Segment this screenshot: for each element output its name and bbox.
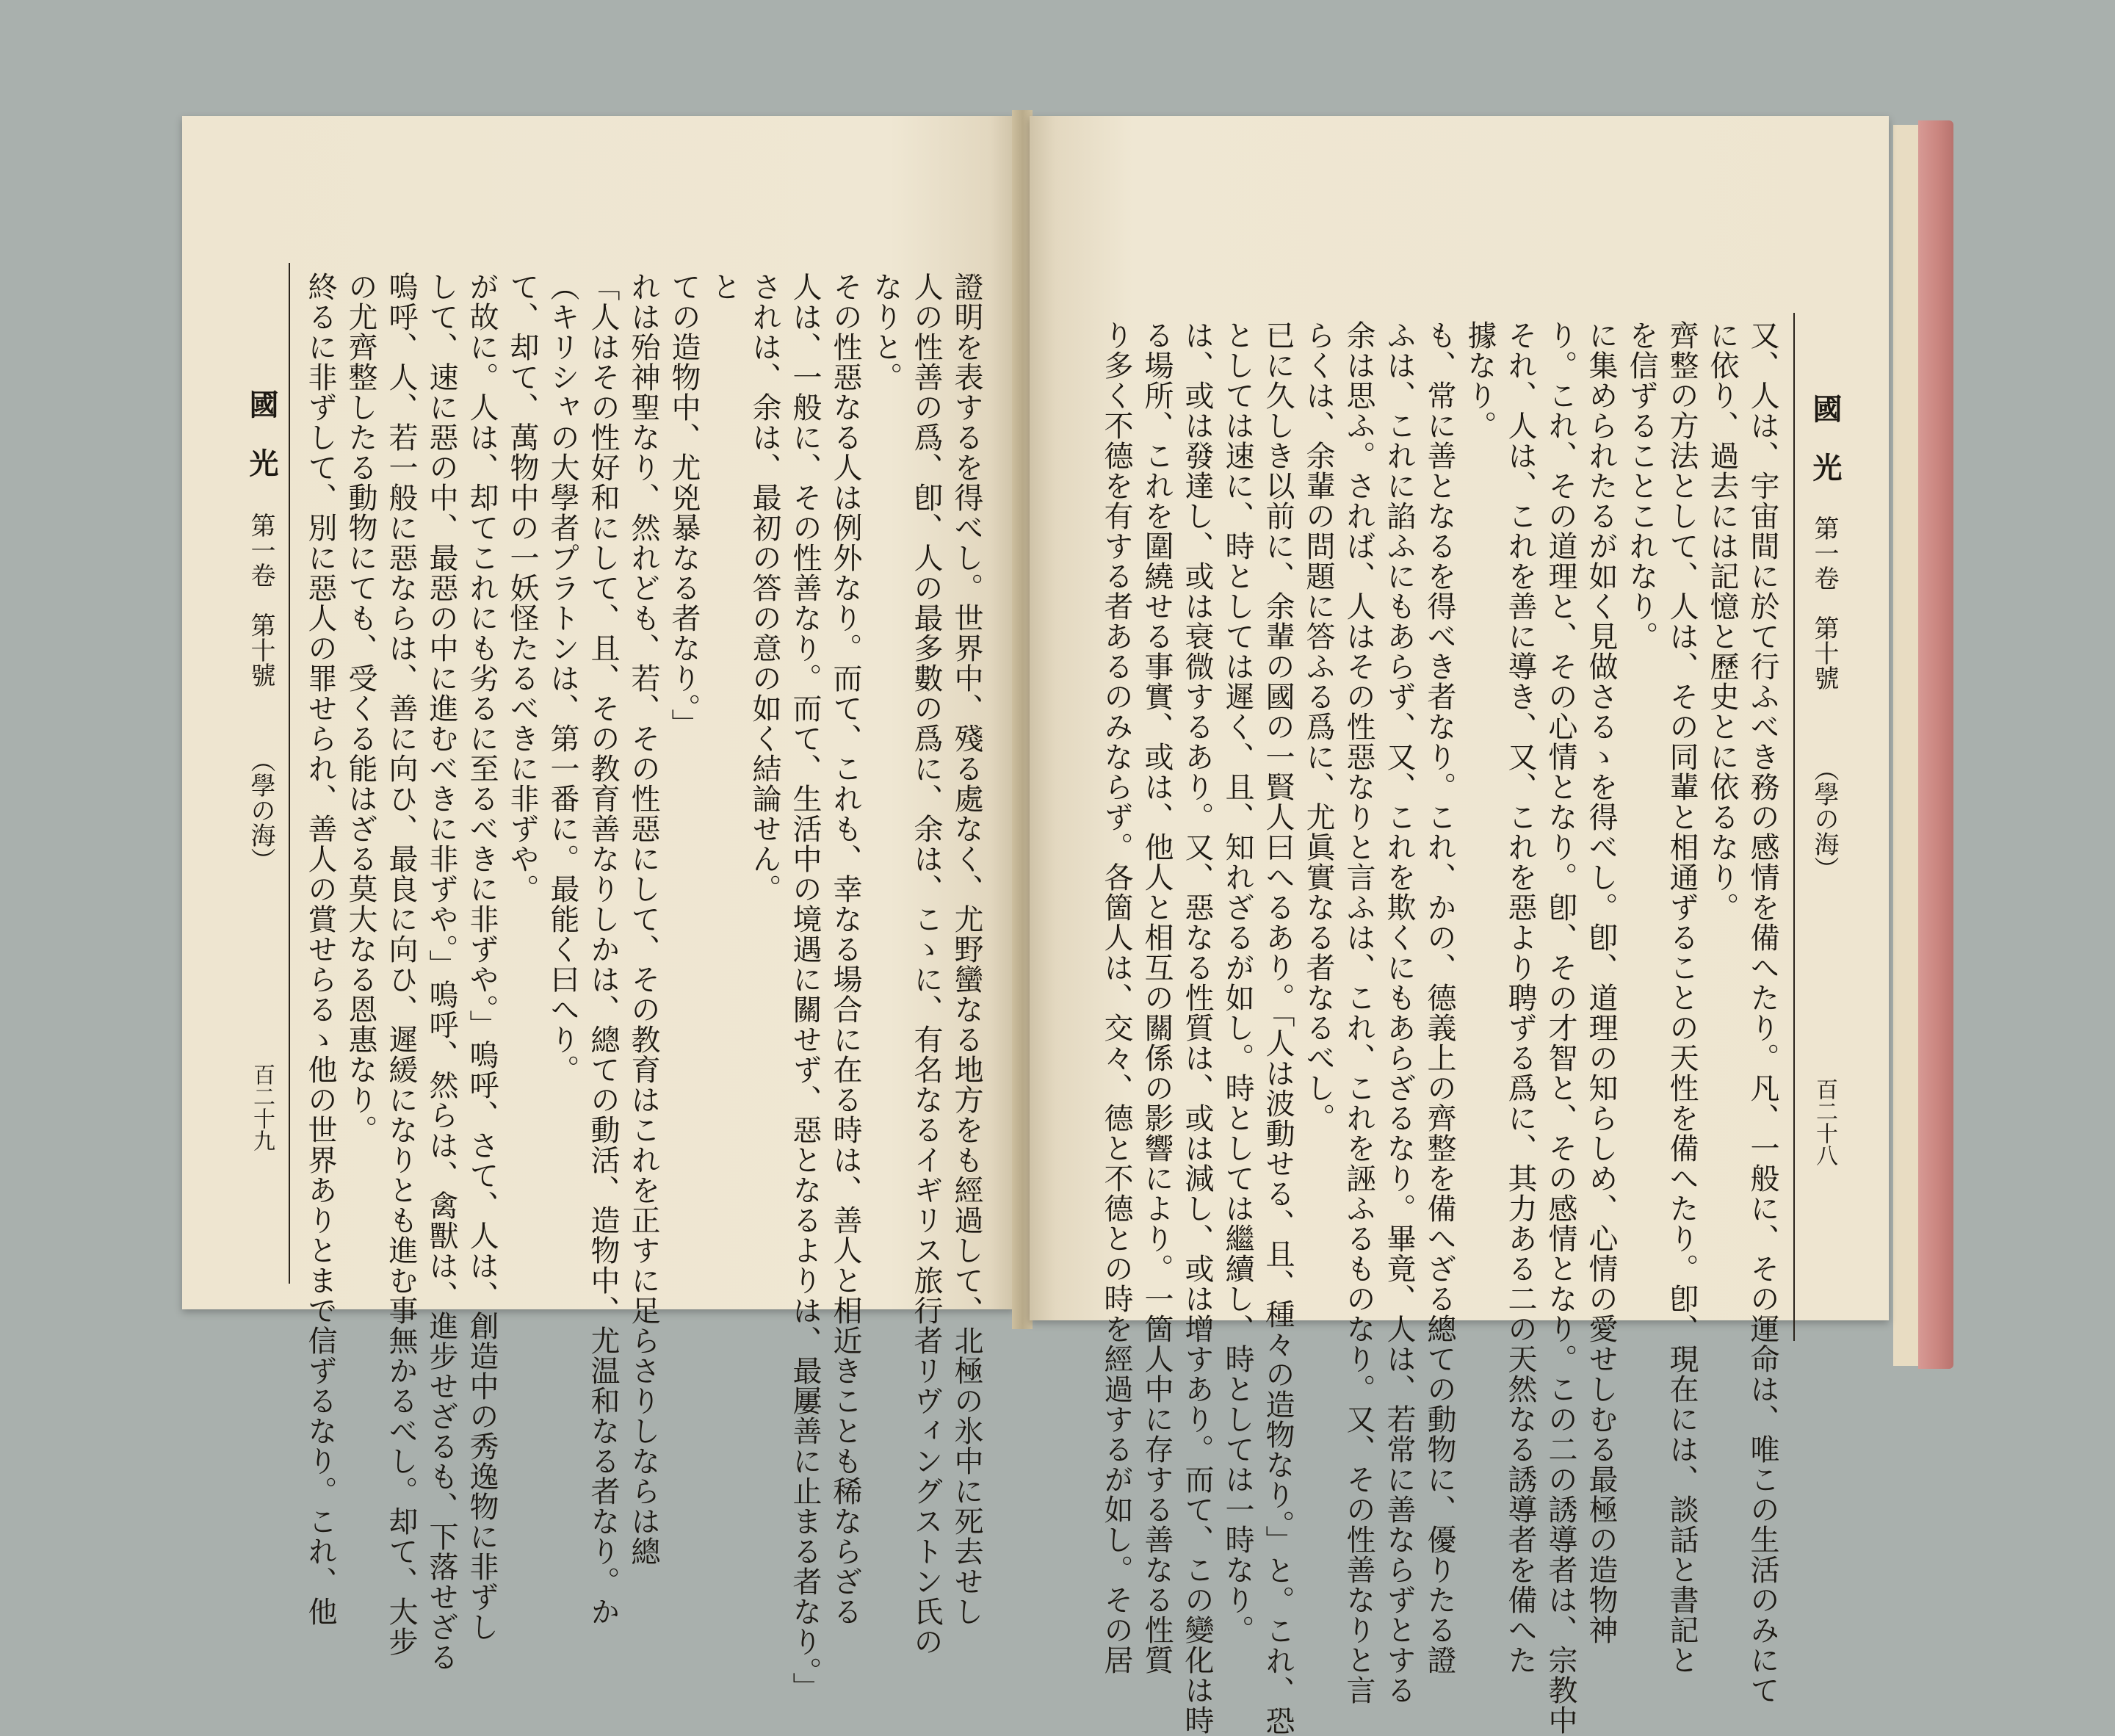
- left-page: [182, 116, 1015, 1702]
- right-line-11: り。これ、その道理と、その心情となり。卽、その才智と、その感情となり。この二の誘導者は、宗教中: [1544, 320, 1577, 1735]
- left-line-7: 「人はその性好和にして、且、その教育善なりしかは、總ての動活、造物中、尤温和なる者なり。か: [586, 272, 620, 1627]
- right-body-text: [1096, 320, 1782, 1736]
- right-line-5: らくは、余輩の問題に答ふる爲に、尤眞實なる者なるべし。: [1301, 320, 1335, 1133]
- right-line-14: 齊整の方法として、人は、その同輩と相通ずることの天性を備へたり。卽、現在には、談話と書記と: [1665, 320, 1699, 1675]
- right-line-13: を信ずることこれなり。: [1624, 320, 1658, 651]
- left-issue-info: 第一卷 第十號: [246, 513, 275, 687]
- right-page-number: 百二十八: [1812, 1078, 1837, 1166]
- right-page: [1030, 116, 1889, 1736]
- left-line-14: なりと。: [869, 272, 903, 392]
- left-line-9: ての造物中、尤兇暴なる者なり。」: [667, 272, 701, 739]
- left-line-4: が故に。人は、却てこれにも劣るに至るべきに非ずや。」嗚呼、さて、人は、創造中の秀逸物に非ずし: [465, 272, 499, 1642]
- left-line-16: 證明を表するを得べし。世界中、殘る處なく、尤野蠻なる地方をも經過して、北極の氷中に死去せし: [950, 272, 983, 1627]
- book-cover-edge: [1918, 120, 1953, 1369]
- right-section: （學の海）: [1810, 756, 1839, 881]
- right-line-4: 已に久しき以前に、余輩の國の一賢人曰へるあり。「人は波動せる、且、種々の造物なり。」と。これ、恐: [1261, 320, 1295, 1736]
- left-line-0: 終るに非ずして、別に惡人の罪せられ、善人の賞せらるゝ他の世界ありとまで信ずるなり。これ、他: [303, 272, 337, 1627]
- right-line-2: は、或は發達し、或は衰微するあり。又、惡なる性質は、或は減し、或は增すあり。而て、この變化は時: [1180, 320, 1214, 1735]
- right-line-8: も、常に善となるを得べき者なり。これ、かの、德義上の齊整を備へざる總ての動物に、優りたる證: [1422, 320, 1456, 1675]
- left-journal-title: 國 光: [245, 389, 279, 477]
- left-line-12: 人は、一般に、その性善なり。而て、生活中の境遇に關せず、惡となるよりは、最屢善に止まる者なり。」: [788, 272, 822, 1702]
- right-line-10: それ、人は、これを善に導き、又、これを惡より聘ずる爲に、其力ある二の天然なる誘導者を備へた: [1503, 320, 1537, 1675]
- left-line-15: 人の性善の爲、卽、人の最多數の爲に、余は、こゝに、有名なるイギリス旅行者リヴィングストン氏の: [909, 272, 943, 1657]
- left-body-text: [300, 272, 986, 1702]
- right-line-12: に集められたるが如く見做さるゝを得べし。卽、道理の知らしめ、心情の愛せしむる最極の造物神: [1584, 320, 1618, 1645]
- left-header-rule: [289, 263, 290, 1284]
- left-line-5: て、却て、萬物中の一妖怪たるべきに非ずや。: [505, 272, 539, 904]
- left-line-3: して、速に惡の中、最惡の中に進むべきに非ずや。」嗚呼、然らは、禽獸は、進步せざるも、下落せざる: [424, 272, 458, 1672]
- left-line-2: 嗚呼、人、若一般に惡ならは、善に向ひ、最良に向ひ、遲緩になりとも進む事無かるべし。却て、大步: [384, 272, 418, 1657]
- right-line-15: に依り、過去には記憶と歷史とに依るなり。: [1705, 320, 1739, 922]
- right-line-3: としては速に、時としては遲く、且、知れざるが如し。時としては繼續し、時としては一時なり。: [1221, 320, 1254, 1645]
- right-line-16: 又、人は、宇宙間に於て行ふべき務の感情を備へたり。凡、一般に、その運命は、唯この生活のみにて: [1746, 320, 1779, 1705]
- right-issue-info: 第一卷 第十號: [1810, 516, 1839, 690]
- left-line-1: の尤齊整したる動物にても、受くる能はざる莫大なる恩惠なり。: [344, 272, 377, 1145]
- right-line-1: る場所、これを圍繞せる事實、或は、他人と相互の關係の影響により。一箇人中に存する善なる性質: [1140, 320, 1174, 1675]
- left-line-10: と: [707, 272, 741, 302]
- right-line-6: 余は思ふ。されば、人はその性惡なりと言ふは、これ、これを誣ふるものなり。又、その性善なりと言: [1342, 320, 1375, 1705]
- left-section: （學の海）: [246, 748, 275, 872]
- left-line-6: （キリシャの大學者プラトンは、第一番に。最能く曰へり。: [546, 272, 579, 1085]
- right-line-0: り多く不德を有する者あるのみならず。各箇人は、交々、德と不德との時を經過するが如し。その居: [1099, 320, 1133, 1675]
- left-line-8: れは殆神聖なり、然れども、若、その性惡にして、その教育はこれを正すに足らさりしならは總: [626, 272, 660, 1566]
- right-line-9: 據なり。: [1463, 320, 1497, 441]
- left-page-number: 百二十九: [249, 1063, 275, 1151]
- right-line-7: ふは、これに諂ふにもあらず、又、これを欺くにもあらざるなり。畢竟、人は、若常に善ならずとする: [1382, 320, 1416, 1705]
- left-line-11: されは、余は、最初の答の意の如く結論せん。: [748, 272, 781, 904]
- left-line-13: その性惡なる人は例外なり。而て、これも、幸なる場合に在る時は、善人と相近きことも稀ならざる: [828, 272, 862, 1627]
- right-journal-title: 國 光: [1808, 394, 1843, 482]
- right-header-rule: [1793, 313, 1795, 1341]
